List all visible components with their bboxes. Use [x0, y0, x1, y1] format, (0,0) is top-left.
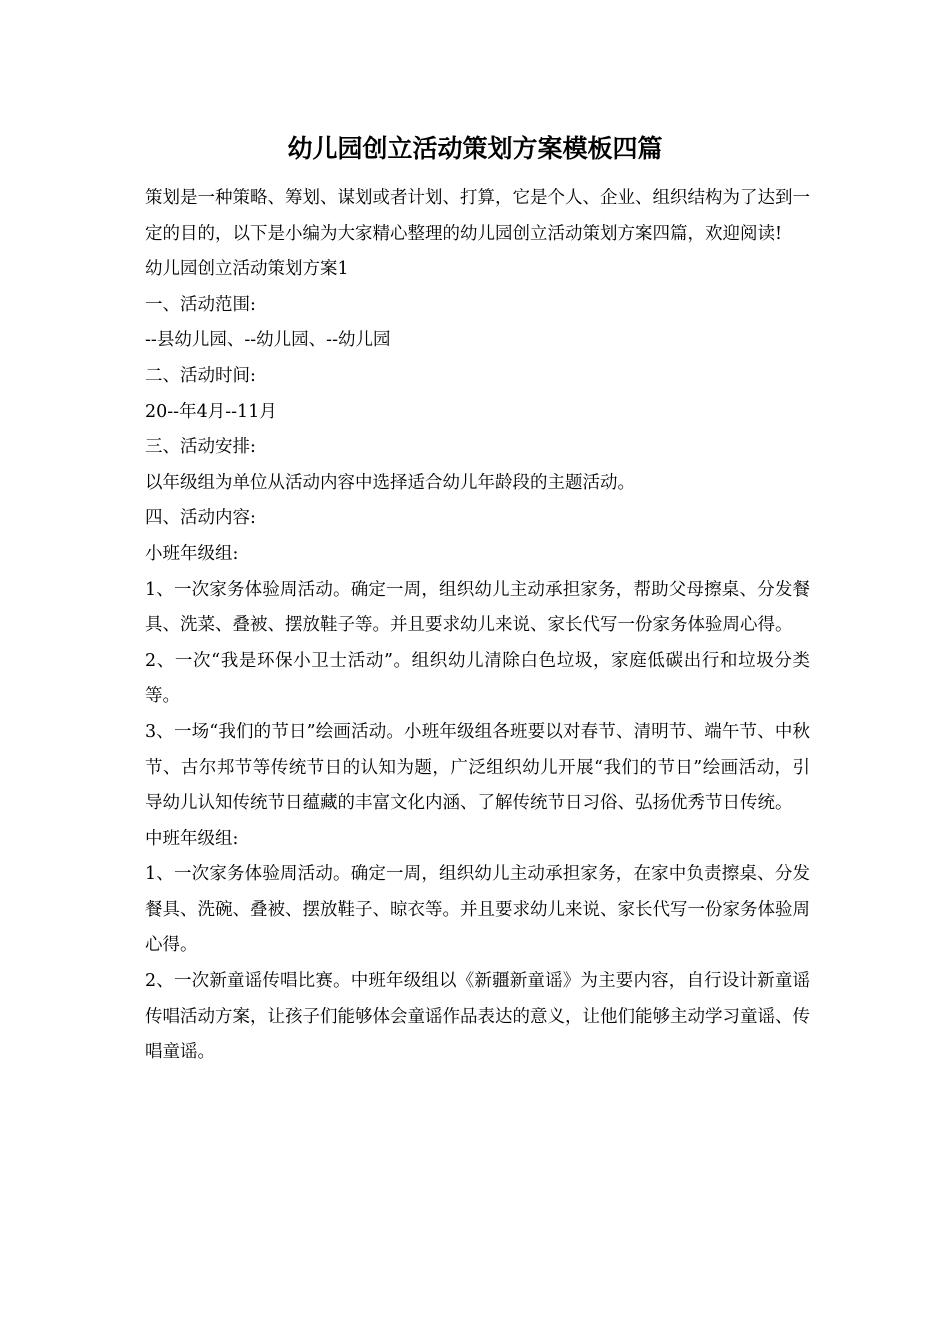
section-heading-scope: 一、活动范围:	[145, 294, 256, 315]
document-title: 幼儿园创立活动策划方案模板四篇	[287, 134, 663, 163]
section-heading-content: 四、活动内容:	[145, 508, 256, 529]
intro-paragraph: 策划是一种策略、筹划、谋划或者计划、打算，它是个人、企业、组织结构为了达到一定的目的，以下是小编为大家精心整理的幼儿园创立活动策划方案四篇，欢迎阅读!	[145, 188, 810, 244]
small-class-item-1: 1、一次家务体验周活动。确定一周，组织幼儿主动承担家务，帮助父母擦桌、分发餐具、洗菜、叠被、摆放鞋子等。并且要求幼儿来说、家长代写一份家务体验周心得。	[145, 579, 810, 636]
scope-content: --县幼儿园、--幼儿园、--幼儿园	[145, 330, 391, 351]
time-content: 20--年4月--11月	[145, 401, 277, 422]
middle-class-item-1: 1、一次家务体验周活动。确定一周，组织幼儿主动承担家务，在家中负责擦桌、分发餐具、洗碗、叠被、摆放鞋子、晾衣等。并且要求幼儿来说、家长代写一份家务体验周心得。	[145, 864, 810, 956]
arrangement-content: 以年级组为单位从活动内容中选择适合幼儿年龄段的主题活动。	[145, 472, 635, 493]
subheading-middle-class: 中班年级组:	[145, 828, 239, 849]
subheading-small-class: 小班年级组:	[145, 543, 239, 564]
plan-heading: 幼儿园创立活动策划方案1	[145, 259, 349, 280]
middle-class-item-2: 2、一次新童谣传唱比赛。中班年级组以《新疆新童谣》为主要内容，自行设计新童谣传唱活动方案，让孩子们能够体会童谣作品表达的意义，让他们能够主动学习童谣、传唱童谣。	[145, 971, 810, 1063]
document-body	[145, 181, 810, 1071]
small-class-item-3: 3、一场“我们的节日”绘画活动。小班年级组各班要以对春节、清明节、端午节、中秋节、古尔邦节等传统节日的认知为题，广泛组织幼儿开展“我们的节日”绘画活动，引导幼儿认知传统节日蕴藏的丰富文化内涵、了解传统节日习俗、弘扬优秀节日传统。	[145, 721, 810, 814]
small-class-item-2: 2、一次“我是环保小卫士活动”。组织幼儿清除白色垃圾，家庭低碳出行和垃圾分类等。	[145, 650, 810, 707]
section-heading-time: 二、活动时间:	[145, 365, 256, 386]
section-heading-arrangement: 三、活动安排:	[145, 437, 256, 458]
